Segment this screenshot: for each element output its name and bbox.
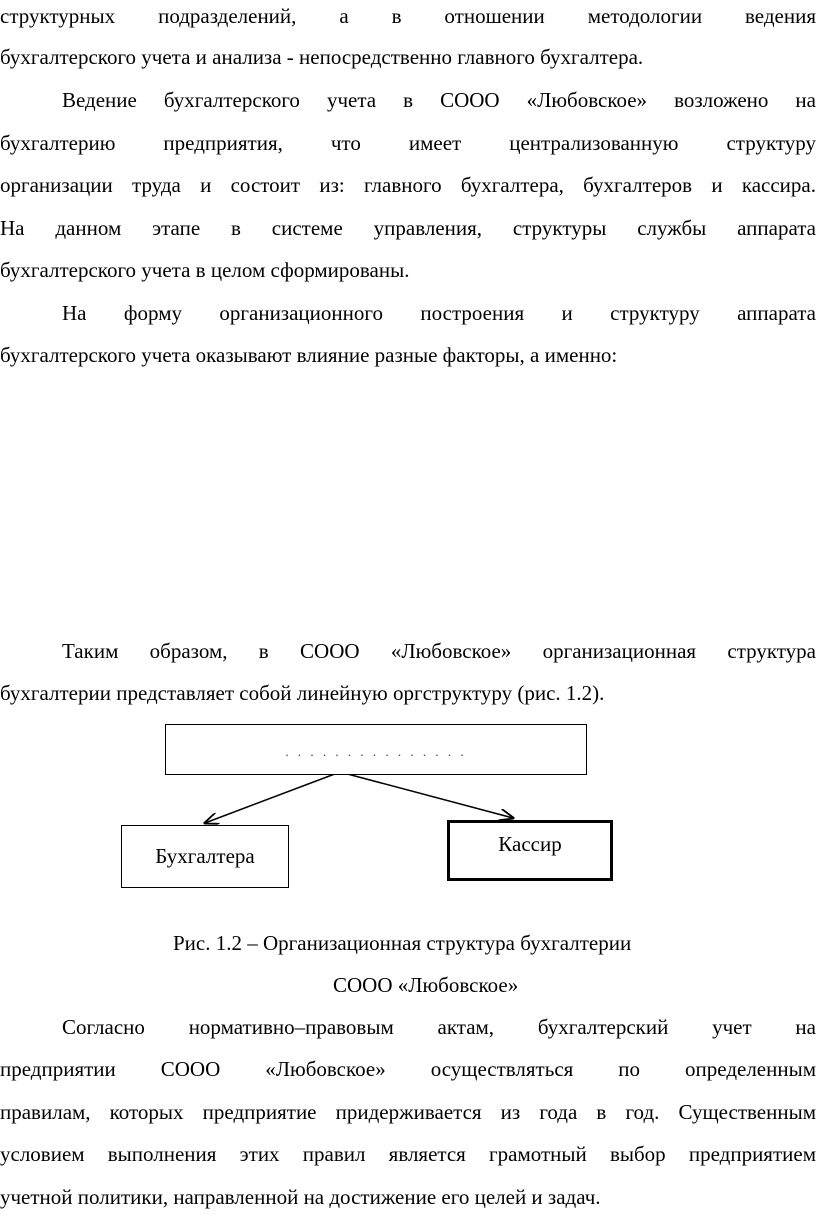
paragraph-2-line-4: На данном этапе в системе управления, структуры службы аппарата xyxy=(0,216,816,240)
paragraph-3-line-1: На форму организационного построения и структуру аппарата xyxy=(62,301,816,325)
paragraph-4-line-2: бухгалтерии представляет собой линейную оргструктуру (рис. 1.2). xyxy=(0,681,605,705)
paragraph-4-line-1: Таким образом, в СООО «Любовское» организационная структура xyxy=(62,639,816,663)
paragraph-5-line-4: условием выполнения этих правил является грамотный выбор предприятием xyxy=(0,1142,816,1166)
paragraph-5-line-1: Согласно нормативно–правовым актам, бухгалтерский учет на xyxy=(62,1015,816,1039)
paragraph-1-line-1: структурных подразделений, а в отношении методологии ведения xyxy=(0,4,816,28)
paragraph-3-line-2: бухгалтерского учета оказывают влияние разные факторы, а именно: xyxy=(0,343,618,367)
accountants-label: Бухгалтера xyxy=(155,844,255,868)
paragraph-2-line-5: бухгалтерского учета в целом сформированы. xyxy=(0,258,410,282)
paragraph-2-line-1: Ведение бухгалтерского учета в СООО «Любовское» возложено на xyxy=(62,88,816,112)
arrow-to-cashier xyxy=(340,772,513,818)
paragraph-5-line-5: учетной политики, направленной на достижение его целей и задач. xyxy=(0,1185,601,1209)
figure-caption-line-1: Рис. 1.2 – Организационная структура бухгалтерии xyxy=(173,931,632,955)
paragraph-5-line-3: правилам, которых предприятие придерживается из года в год. Существенным xyxy=(0,1100,816,1124)
arrow-to-accountants xyxy=(205,772,340,823)
cashier-label: Кассир xyxy=(498,832,562,856)
figure-caption-line-2: СООО «Любовское» xyxy=(333,973,519,997)
paragraph-2-line-3: организации труда и состоит из: главного бухгалтера, бухгалтеров и кассира. xyxy=(0,173,816,197)
paragraph-1-line-2: бухгалтерского учета и анализа - непосредственно главного бухгалтера. xyxy=(0,45,644,69)
chief-accountant-label: . . . . . . . . . . . . . . . xyxy=(285,743,467,759)
paragraph-2-line-2: бухгалтерию предприятия, что имеет централизованную структуру xyxy=(0,131,816,155)
cashier-box xyxy=(447,820,613,881)
chief-accountant-box xyxy=(165,724,587,775)
accountants-box xyxy=(121,825,289,888)
paragraph-5-line-2: предприятии СООО «Любовское» осуществляться по определенным xyxy=(0,1057,816,1081)
